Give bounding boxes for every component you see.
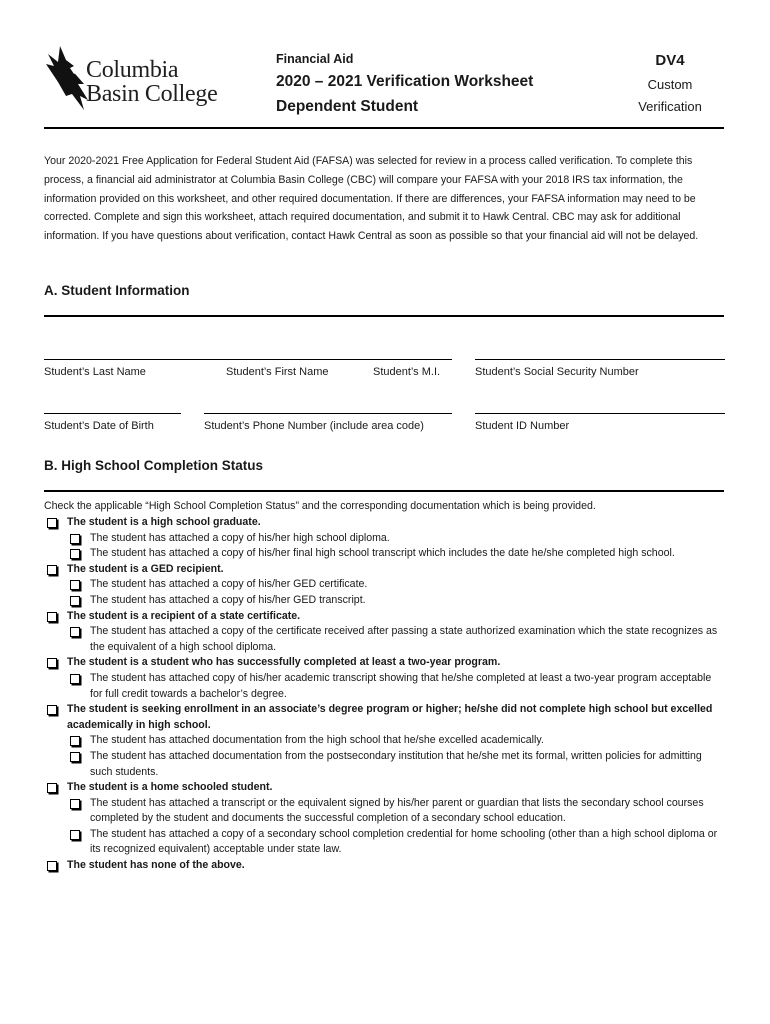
checkbox-icon[interactable] bbox=[47, 612, 57, 622]
checkbox-icon[interactable] bbox=[47, 565, 57, 575]
checkbox-icon[interactable] bbox=[70, 627, 80, 637]
dob-label: Student’s Date of Birth bbox=[44, 420, 154, 432]
doc-option bbox=[44, 546, 726, 562]
option-label: The student is seeking enrollment in an associate’s degree program or higher; he/she did not complete high school but excelled academically in high school. bbox=[67, 703, 713, 731]
section-a-rule bbox=[44, 315, 724, 317]
mi-label: Student’s M.I. bbox=[373, 366, 441, 378]
section-b-instruction: Check the applicable “High School Completion Status” and the corresponding documentation which is being provided. bbox=[44, 500, 596, 512]
checkbox-icon[interactable] bbox=[70, 830, 80, 840]
doc-option bbox=[44, 671, 726, 702]
checkbox-icon[interactable] bbox=[70, 736, 80, 746]
checkbox-icon[interactable] bbox=[70, 534, 80, 544]
option-label: The student is a GED recipient. bbox=[67, 562, 224, 575]
hs-completion-options bbox=[44, 515, 726, 874]
doc-option bbox=[44, 577, 726, 593]
doc-label: The student has attached a copy of the certificate received after passing a state authorized examination which the state recognizes as the equivalent of a high school diploma. bbox=[90, 625, 718, 653]
doc-label: The student has attached a copy of his/her GED certificate. bbox=[90, 578, 368, 591]
doc-label: The student has attached copy of his/her academic transcript showing that he/she completed at least a two-year program acceptable for full credit towards a bachelor’s degree. bbox=[90, 671, 712, 700]
doc-option bbox=[44, 531, 726, 547]
option-label: The student is a student who has successfully completed at least a two-year program. bbox=[67, 656, 501, 669]
logo-line-2: Basin College bbox=[86, 81, 218, 107]
doc-label: The student has attached documentation from the high school that he/she excelled academically. bbox=[90, 734, 544, 747]
logo-line-1: Columbia bbox=[86, 57, 179, 83]
form-type-line-2: Verification bbox=[638, 99, 702, 114]
section-a-heading: A. Student Information bbox=[44, 283, 190, 298]
option-label: The student has none of the above. bbox=[67, 859, 245, 872]
option-label: The student is a recipient of a state certificate. bbox=[67, 609, 301, 622]
phone-field[interactable] bbox=[204, 413, 452, 414]
doc-label: The student has attached a copy of his/her final high school transcript which includes the date he/she completed high school. bbox=[90, 547, 675, 560]
form-code: DV4 bbox=[655, 52, 685, 69]
hs-option-excelled-academically bbox=[44, 702, 726, 733]
checkbox-icon[interactable] bbox=[47, 705, 57, 715]
doc-label: The student has attached documentation from the postsecondary institution that he/she met its formal, written policies for admitting such students. bbox=[90, 749, 702, 778]
checkbox-icon[interactable] bbox=[70, 580, 80, 590]
doc-option bbox=[44, 796, 726, 827]
option-label: The student is a home schooled student. bbox=[67, 781, 273, 794]
form-title: 2020 – 2021 Verification Worksheet bbox=[276, 73, 534, 90]
form-subtitle: Dependent Student bbox=[276, 98, 419, 115]
doc-option bbox=[44, 827, 726, 858]
section-b-heading: B. High School Completion Status bbox=[44, 458, 263, 473]
doc-option bbox=[44, 624, 726, 655]
doc-option bbox=[44, 749, 726, 780]
option-label: The student is a high school graduate. bbox=[67, 516, 261, 528]
form-type-line-1: Custom bbox=[647, 77, 693, 92]
doc-label: The student has attached a transcript or the equivalent signed by his/her parent or guardian that lists the secondary school courses completed by the student and documents the successful completion of a secondary school education. bbox=[90, 796, 704, 825]
phone-label: Student’s Phone Number (include area code) bbox=[204, 420, 424, 432]
hs-option-ged bbox=[44, 562, 726, 578]
hs-option-two-year-program bbox=[44, 655, 726, 671]
hs-option-none bbox=[44, 858, 726, 874]
last-name-label: Student’s Last Name bbox=[44, 366, 146, 378]
department-label: Financial Aid bbox=[276, 52, 354, 66]
header-divider bbox=[44, 127, 724, 129]
hs-option-graduate bbox=[44, 515, 726, 531]
first-name-label: Student’s First Name bbox=[226, 366, 329, 378]
hs-option-state-certificate bbox=[44, 609, 726, 625]
checkbox-icon[interactable] bbox=[47, 658, 57, 668]
doc-label: The student has attached a copy of his/her high school diploma. bbox=[90, 531, 390, 544]
checkbox-icon[interactable] bbox=[70, 674, 80, 684]
checkbox-icon[interactable] bbox=[47, 783, 57, 793]
student-id-field[interactable] bbox=[475, 413, 725, 414]
ssn-label: Student’s Social Security Number bbox=[475, 366, 639, 378]
checkbox-icon[interactable] bbox=[70, 752, 80, 762]
checkbox-icon[interactable] bbox=[47, 518, 57, 528]
college-logo-wordmark bbox=[86, 58, 217, 106]
doc-label: The student has attached a copy of his/her GED transcript. bbox=[90, 593, 366, 606]
checkbox-icon[interactable] bbox=[70, 799, 80, 809]
section-b-rule bbox=[44, 490, 724, 492]
checkbox-icon[interactable] bbox=[47, 861, 57, 871]
doc-option bbox=[44, 733, 726, 749]
doc-label: The student has attached a copy of a secondary school completion credential for home schooling (other than a high school diploma or its recognized equivalent) acceptable under state law. bbox=[90, 827, 718, 856]
student-id-label: Student ID Number bbox=[475, 420, 570, 432]
intro-paragraph: Your 2020-2021 Free Application for Federal Student Aid (FAFSA) was selected for review in a process called verification. To complete this process, a financial aid administrator at Columbia Basin College (CBC) will compare your FAFSA with your 2018 IRS tax information, the information provided on this worksheet, and other required documentation. If there are differences, your FAFSA information may need to be corrected. Complete and sign this worksheet, attach required documentation, and submit it to Hawk Central. CBC may ask for additional information. If you have questions about verification, contact Hawk Central as soon as possible so that your financial aid will not be delayed. bbox=[44, 155, 699, 243]
student-name-field[interactable] bbox=[44, 359, 452, 360]
dob-field[interactable] bbox=[44, 413, 181, 414]
checkbox-icon[interactable] bbox=[70, 596, 80, 606]
hs-option-home-schooled bbox=[44, 780, 726, 796]
ssn-field[interactable] bbox=[475, 359, 725, 360]
doc-option bbox=[44, 593, 726, 609]
checkbox-icon[interactable] bbox=[70, 549, 80, 559]
